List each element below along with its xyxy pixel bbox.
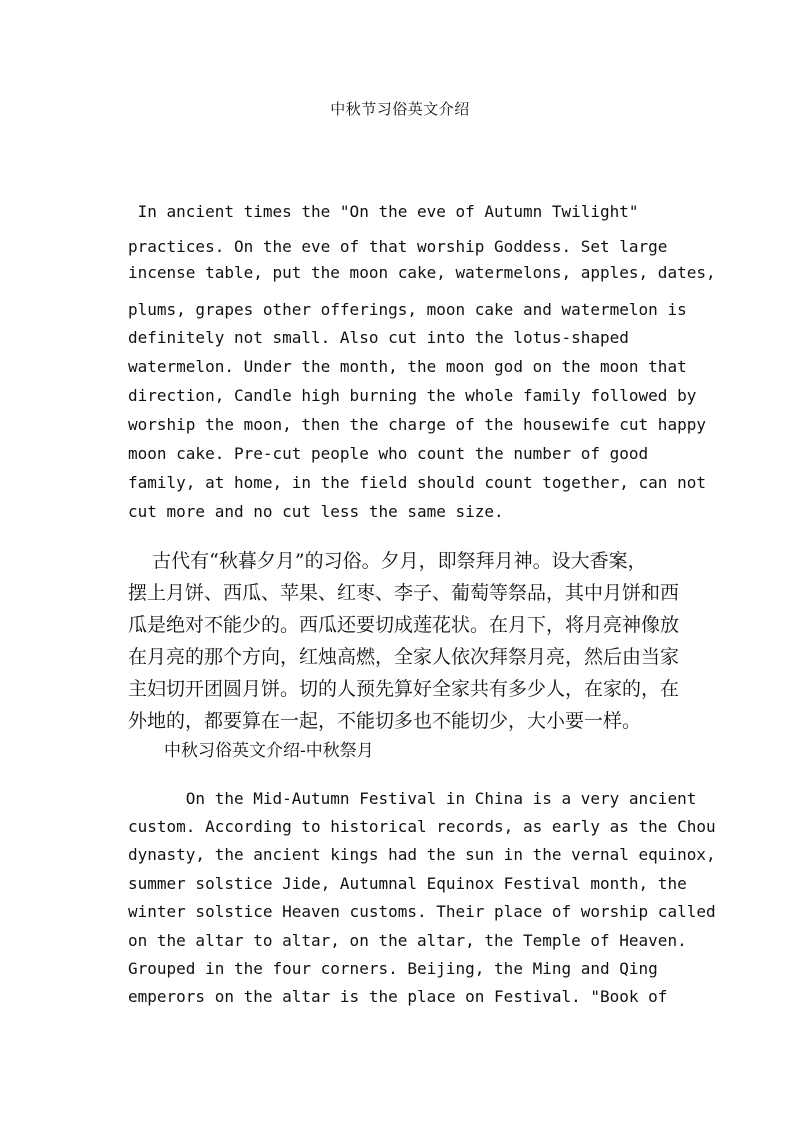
text-line: 主妇切开团圆月饼。切的人预先算好全家共有多少人，在家的，在 [128, 678, 680, 700]
text-line: 在月亮的那个方向，红烛高燃，全家人依次拜祭月亮，然后由当家 [128, 646, 680, 668]
text-line: 摆上月饼、西瓜、苹果、红枣、李子、葡萄等祭品，其中月饼和西 [128, 582, 680, 604]
text-line: dynasty, the ancient kings had the sun in the vernal equinox, [128, 845, 716, 864]
text-line: winter solstice Heaven customs. Their place of worship called [128, 902, 716, 921]
text-line: custom. According to historical records, as early as the Chou [128, 817, 716, 836]
text-line: moon cake. Pre-cut people who count the number of good [128, 444, 649, 463]
text-line: family, at home, in the field should count together, can not [128, 473, 706, 492]
text-line: On the Mid-Autumn Festival in China is a very ancient [128, 789, 697, 808]
text-line: plums, grapes other offerings, moon cake and watermelon is [128, 300, 687, 319]
text-line: Grouped in the four corners. Beijing, the Ming and Qing [128, 959, 658, 978]
text-line: on the altar to altar, on the altar, the Temple of Heaven. [128, 931, 687, 950]
text-line: 外地的，都要算在一起，不能切多也不能切少，大小要一样。 [128, 710, 642, 732]
text-line: emperors on the altar is the place on Festival. "Book of [128, 987, 668, 1006]
text-line: worship the moon, then the charge of the housewife cut happy [128, 415, 706, 434]
text-line: summer solstice Jide, Autumnal Equinox Festival month, the [128, 874, 687, 893]
page-title: 中秋节习俗英文介绍 [330, 100, 470, 118]
text-line: In ancient times the "On the eve of Autumn Twilight" [128, 202, 639, 221]
text-line: direction, Candle high burning the whole family followed by [128, 386, 697, 405]
text-line: 古代有“秋暮夕月”的习俗。夕月，即祭拜月神。设大香案， [128, 550, 647, 572]
text-line: practices. On the eve of that worship Goddess. Set large [128, 237, 668, 256]
text-line: incense table, put the moon cake, watermelons, apples, dates, [128, 263, 716, 282]
text-line: watermelon. Under the month, the moon god on the moon that [128, 357, 687, 376]
text-line: cut more and no cut less the same size. [128, 502, 504, 521]
text-line: 瓜是绝对不能少的。西瓜还要切成莲花状。在月下，将月亮神像放 [128, 614, 680, 636]
subheading: 中秋习俗英文介绍-中秋祭月 [164, 741, 374, 761]
text-line: definitely not small. Also cut into the lotus-shaped [128, 328, 629, 347]
